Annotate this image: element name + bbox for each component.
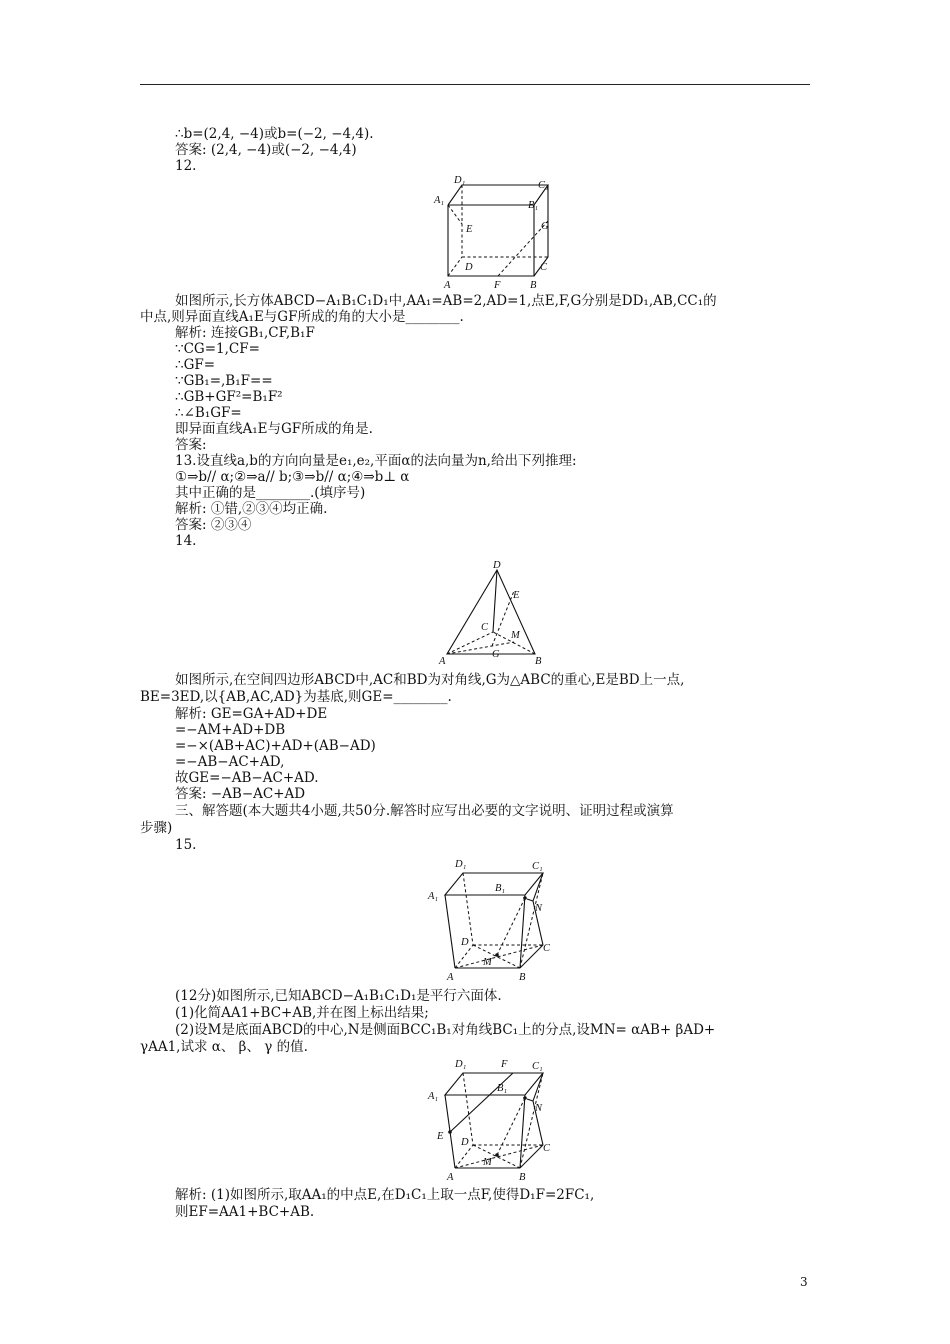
fig15a-label: A <box>447 972 454 983</box>
header-rule <box>140 84 810 85</box>
fig15b-label: N <box>535 1103 543 1114</box>
problem-text: (2)设M是底面ABCD的中心,N是侧面BCC₁B₁对角线BC₁上的分点,设MN= αAB+ βAD+ <box>175 1022 716 1038</box>
problem-text: ①⇒b// α;②⇒a// b;③⇒b// α;④⇒b⊥ α <box>175 469 410 485</box>
fig14-label: A <box>439 656 446 667</box>
fig15a-label: D <box>461 937 469 948</box>
fig15a-label: C <box>543 943 551 954</box>
figure-14-tetrahedron <box>435 560 550 670</box>
fig15a-label: A₁ <box>428 891 439 902</box>
problem-text: 如图所示,在空间四边形ABCD中,AC和BD为对角线,G为△ABC的重心,E是BD上一点, <box>175 672 685 688</box>
fig14-label: E <box>513 590 520 601</box>
solution-line: ∵CG=1,CF= <box>175 341 260 357</box>
fig12-label: F <box>494 280 501 291</box>
fig15a-label: M <box>483 957 492 968</box>
fig12-label: A <box>444 280 451 291</box>
solution-line: 解析: GE=GA+AD+DE <box>175 706 328 722</box>
problem-text: (12分)如图所示,已知ABCD−A₁B₁C₁D₁是平行六面体. <box>175 988 502 1004</box>
fig12-label: D <box>465 262 473 273</box>
section-heading: 三、解答题(本大题共4小题,共50分.解答时应写出必要的文字说明、证明过程或演算 <box>175 803 674 819</box>
fig15a-label: B₁ <box>495 883 506 894</box>
problem-text: 中点,则异面直线A₁E与GF所成的角的大小是________. <box>140 309 464 325</box>
problem-text: BE=3ED,以{AB,AC,AD}为基底,则GE=________. <box>140 689 452 705</box>
fig14-label: G <box>492 649 500 660</box>
answer-line: 答案: ②③④ <box>175 517 252 533</box>
fig12-label: A₁ <box>434 195 445 206</box>
fig15b-label: C₁ <box>532 1061 543 1072</box>
solution-line: 解析: ①错,②③④均正确. <box>175 501 328 517</box>
figure-15-parallelepiped <box>425 855 565 983</box>
question-number: 14. <box>175 533 197 549</box>
fig14-label: C <box>481 622 489 633</box>
solution-line: 解析: 连接GB₁,CF,B₁F <box>175 325 315 341</box>
page-number: 3 <box>800 1275 808 1289</box>
solution-line: ∴GB+GF²=B₁F² <box>175 389 283 405</box>
fig15b-label: E <box>437 1131 444 1142</box>
fig15b-label: D <box>461 1137 469 1148</box>
fig15b-label: A₁ <box>428 1091 439 1102</box>
problem-text: (1)化简AA1+BC+AB,并在图上标出结果; <box>175 1005 429 1021</box>
fig15b-label: B₁ <box>497 1083 508 1094</box>
answer-line: 答案: (2,4, −4)或(−2, −4,4) <box>175 142 357 158</box>
answer-line: 答案: −AB−AC+AD <box>175 786 306 802</box>
problem-text: 其中正确的是________.(填序号) <box>175 485 366 501</box>
section-heading: 步骤) <box>140 820 173 836</box>
problem-text: γAA1,试求 α、 β、 γ 的值. <box>140 1039 308 1055</box>
fig12-label: E <box>466 224 473 235</box>
problem-text: 13.设直线a,b的方向向量是e₁,e₂,平面α的法向量为n,给出下列推理: <box>175 453 577 469</box>
solution-line: =−AB−AC+AD, <box>175 754 285 770</box>
fig12-label: D₁ <box>454 175 466 186</box>
fig15a-label: C₁ <box>532 861 543 872</box>
fig14-label: B <box>535 656 542 667</box>
figure-12-cuboid <box>430 172 560 290</box>
solution-line: 即异面直线A₁E与GF所成的角是. <box>175 421 373 437</box>
solution-line: 解析: (1)如图所示,取AA₁的中点E,在D₁C₁上取一点F,使得D₁F=2FC₁, <box>175 1187 595 1203</box>
fig12-label: B <box>530 280 537 291</box>
solution-line: ∵GB₁=,B₁F== <box>175 373 273 389</box>
fig15a-label: N <box>535 903 543 914</box>
fig15b-label: F <box>501 1059 508 1070</box>
fig15b-label: M <box>483 1157 492 1168</box>
fig15b-label: A <box>447 1172 454 1183</box>
fig15a-label: D₁ <box>455 859 467 870</box>
fig15b-label: D₁ <box>455 1059 467 1070</box>
fig12-label: C <box>540 262 548 273</box>
solution-line: =−×(AB+AC)+AD+(AB−AD) <box>175 738 376 754</box>
solution-line: 则EF=AA1+BC+AB. <box>175 1204 315 1220</box>
solution-line: =−AM+AD+DB <box>175 722 286 738</box>
answer-line: 答案: <box>175 437 207 453</box>
solution-line: ∴GF= <box>175 357 216 373</box>
question-number: 12. <box>175 158 197 174</box>
fig12-label: G <box>541 221 549 232</box>
solution-line: 故GE=−AB−AC+AD. <box>175 770 319 786</box>
fig12-label: B₁ <box>528 200 539 211</box>
fig15a-label: B <box>519 972 526 983</box>
figure-15-solution <box>425 1055 565 1183</box>
fig15b-label: C <box>543 1143 551 1154</box>
fig15b-label: B <box>519 1172 526 1183</box>
problem-text: 如图所示,长方体ABCD−A₁B₁C₁D₁中,AA₁=AB=2,AD=1,点E,F,G分别是DD₁,AB,CC₁的 <box>175 293 717 309</box>
solution-line: ∴b=(2,4, −4)或b=(−2, −4,4). <box>175 126 374 142</box>
fig14-label: M <box>511 630 520 641</box>
fig12-label: C₁ <box>538 180 549 191</box>
question-number: 15. <box>175 837 197 853</box>
fig14-label: D <box>493 560 501 571</box>
solution-line: ∴∠B₁GF= <box>175 405 242 421</box>
